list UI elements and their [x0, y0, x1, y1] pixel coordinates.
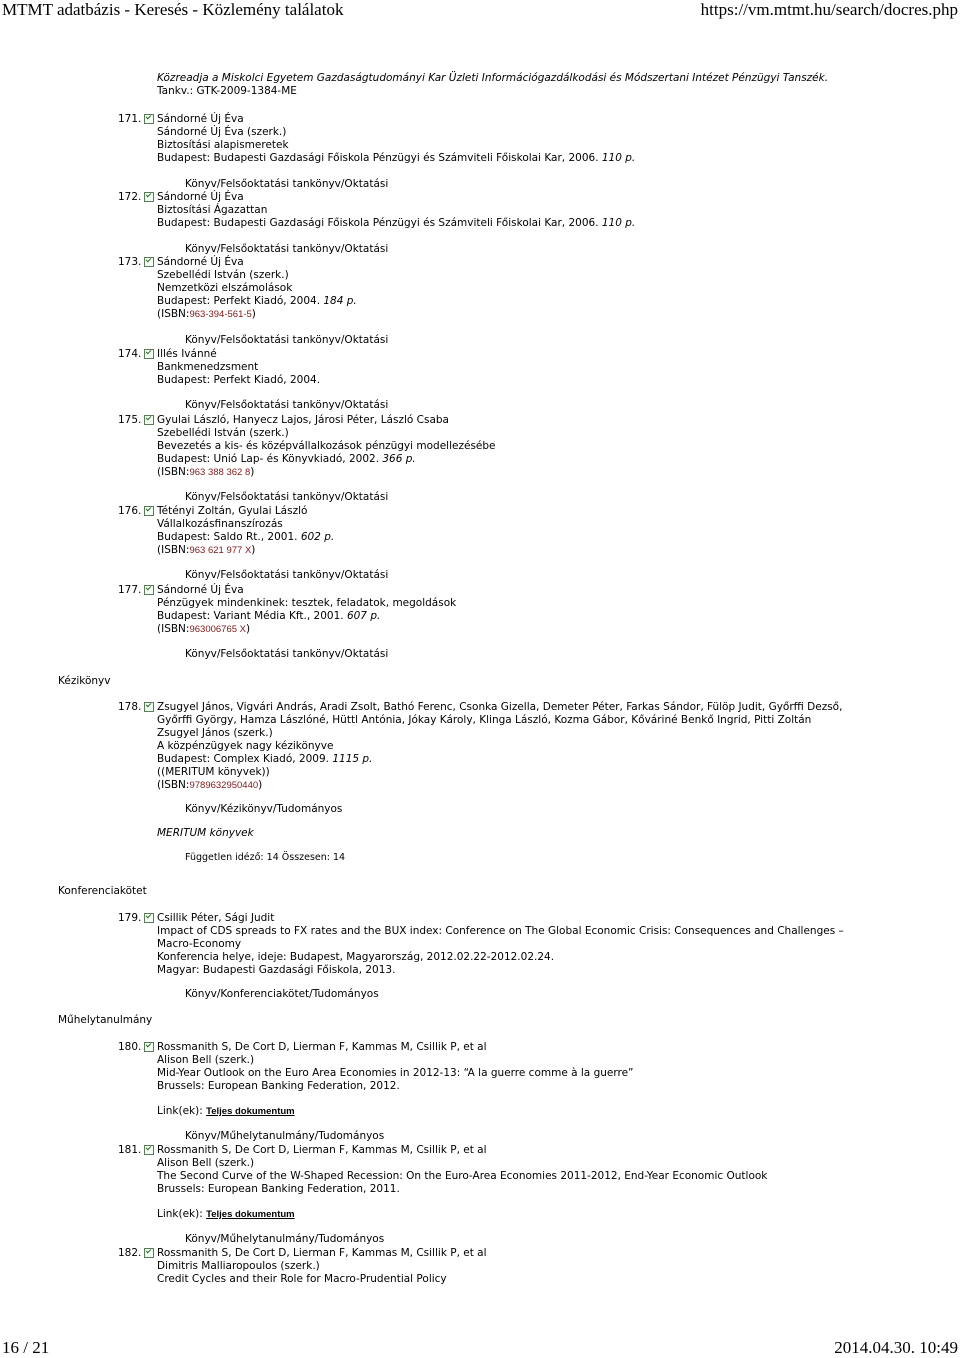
record-category: Könyv/Felsőoktatási tankönyv/Oktatási [185, 178, 389, 190]
print-datetime: 2014.04.30. 10:49 [834, 1338, 958, 1357]
record-number: 173. [118, 256, 142, 268]
record-number: 171. [118, 113, 142, 125]
record-authors: Tétényi Zoltán, Gyulai László [157, 505, 308, 517]
record-editor: Alison Bell (szerk.) [157, 1054, 255, 1066]
record-editor: Dimitris Malliaropoulos (szerk.) [157, 1260, 320, 1272]
record-title: Bevezetés a kis- és középvállalkozások pénzügyi modellezésébe [157, 440, 496, 452]
record-editor: Szebellédi István (szerk.) [157, 427, 289, 439]
record-publisher: Budapest: Perfekt Kiadó, 2004. [157, 374, 321, 386]
record-title: Impact of CDS spreads to FX rates and the BUX index: Conference on The Global Economic Crisis: Consequences and Challenges – [157, 925, 844, 937]
record-pages: 607 p. [346, 610, 381, 622]
record-publisher [157, 531, 334, 544]
record-authors: Gyulai László, Hanyecz Lajos, Járosi Péter, László Csaba [157, 414, 449, 426]
record-title: Nemzetközi elszámolások [157, 282, 293, 294]
checkbox-checked-icon[interactable] [144, 257, 154, 267]
page-counter: 16 / 21 [2, 1338, 50, 1357]
record-isbn [157, 623, 250, 636]
isbn-label: (ISBN: [157, 779, 190, 791]
checkbox-checked-icon[interactable] [144, 913, 154, 923]
isbn-label: (ISBN: [157, 466, 190, 478]
print-header [0, 0, 960, 24]
page-title: MTMT adatbázis - Keresés - Közlemény találatok [2, 0, 344, 19]
record-publisher: Magyar: Budapesti Gazdasági Főiskola, 2013. [157, 964, 396, 976]
record-link [157, 1208, 295, 1221]
isbn-label: (ISBN: [157, 544, 190, 556]
checkbox-checked-icon[interactable] [144, 114, 154, 124]
record-title: The Second Curve of the W-Shaped Recession: On the Euro-Area Economies 2011-2012, End-Year Economic Outlook [157, 1170, 768, 1182]
record-number: 180. [118, 1041, 142, 1053]
record-number: 175. [118, 414, 142, 426]
record-title: Mid-Year Outlook on the Euro Area Economies in 2012-13: “A la guerre comme à la guerre” [157, 1067, 634, 1079]
record-editor: Zsugyel János (szerk.) [157, 727, 273, 739]
isbn-value: 963006765 X [189, 624, 246, 635]
record-isbn [157, 466, 254, 479]
checkbox-checked-icon[interactable] [144, 506, 154, 516]
isbn-close: ) [258, 779, 263, 791]
record-title: A közpénzügyek nagy kézikönyve [157, 740, 334, 752]
link-label: Link(ek): [157, 1208, 207, 1220]
isbn-close: ) [246, 623, 251, 635]
record-publisher [157, 152, 635, 165]
record-publisher: Brussels: European Banking Federation, 2011. [157, 1183, 400, 1195]
checkbox-checked-icon[interactable] [144, 192, 154, 202]
isbn-label: (ISBN: [157, 308, 190, 320]
record-number: 182. [118, 1247, 142, 1259]
isbn-value: 9789632950440 [189, 780, 259, 791]
record-pages: 1115 p. [332, 753, 373, 765]
record-number: 178. [118, 701, 142, 713]
record-publisher [157, 295, 357, 308]
full-document-link[interactable]: Teljes dokumentum [206, 1209, 295, 1220]
page-url: https://vm.mtmt.hu/search/docres.php [700, 0, 958, 19]
record-number: 177. [118, 584, 142, 596]
isbn-value: 963 621 977 X [189, 545, 252, 556]
record-editor: Alison Bell (szerk.) [157, 1157, 255, 1169]
record-pages: 184 p. [323, 295, 357, 307]
record-title-cont: Macro-Economy [157, 938, 242, 950]
record-number: 174. [118, 348, 142, 360]
intro-line-1: Közreadja a Miskolci Egyetem Gazdaságtudományi Kar Üzleti Információgazdálkodási és Módszertani Intézet Pénzügyi Tanszék. [157, 72, 829, 84]
record-authors: Rossmanith S, De Cort D, Lierman F, Kammas M, Csillik P, et al [157, 1247, 487, 1259]
isbn-label: (ISBN: [157, 623, 190, 635]
record-category: Könyv/Felsőoktatási tankönyv/Oktatási [185, 334, 389, 346]
checkbox-checked-icon[interactable] [144, 1145, 154, 1155]
record-authors: Sándorné Új Éva [157, 113, 244, 125]
record-pages: 366 p. [382, 453, 416, 465]
record-pages: 110 p. [601, 217, 636, 229]
record-publisher [157, 453, 416, 466]
record-title: Pénzügyek mindenkinek: tesztek, feladatok, megoldások [157, 597, 457, 609]
record-editor: Sándorné Új Éva (szerk.) [157, 126, 287, 138]
checkbox-checked-icon[interactable] [144, 585, 154, 595]
record-authors: Rossmanith S, De Cort D, Lierman F, Kammas M, Csillik P, et al [157, 1041, 487, 1053]
record-category: Könyv/Felsőoktatási tankönyv/Oktatási [185, 648, 389, 660]
record-editor: Szebellédi István (szerk.) [157, 269, 289, 281]
record-number: 181. [118, 1144, 142, 1156]
isbn-value: 963 388 362 8 [189, 467, 251, 478]
record-link [157, 1105, 295, 1118]
record-number: 176. [118, 505, 142, 517]
record-isbn [157, 544, 255, 557]
record-authors: Sándorné Új Éva [157, 584, 244, 596]
record-category: Könyv/Felsőoktatási tankönyv/Oktatási [185, 243, 389, 255]
record-conference: Konferencia helye, ideje: Budapest, Magyarország, 2012.02.22-2012.02.24. [157, 951, 555, 963]
checkbox-checked-icon[interactable] [144, 415, 154, 425]
section-heading-muhelytanulmany: Műhelytanulmány [58, 1014, 153, 1026]
isbn-value: 963-394-561-5 [189, 309, 252, 320]
record-publisher [157, 610, 380, 623]
link-label: Link(ek): [157, 1105, 207, 1117]
record-series: ((MERITUM könyvek)) [157, 766, 270, 778]
publisher-text: Budapest: Complex Kiadó, 2009. [157, 753, 333, 765]
publisher-text: Budapest: Perfekt Kiadó, 2004. [157, 295, 324, 307]
print-footer [0, 1338, 960, 1358]
record-title: Bankmenedzsment [157, 361, 259, 373]
record-title: Credit Cycles and their Role for Macro-Prudential Policy [157, 1273, 447, 1285]
record-number: 172. [118, 191, 142, 203]
intro-line-2: Tankv.: GTK-2009-1384-ME [157, 85, 297, 97]
record-authors: Sándorné Új Éva [157, 191, 244, 203]
record-title: Biztosítási alapismeretek [157, 139, 289, 151]
checkbox-checked-icon[interactable] [144, 1042, 154, 1052]
publisher-text: Budapest: Unió Lap- és Könyvkiadó, 2002. [157, 453, 383, 465]
section-heading-kezikonyv: Kézikönyv [58, 675, 111, 687]
series-name: MERITUM könyvek [157, 827, 254, 839]
isbn-close: ) [251, 308, 256, 320]
checkbox-checked-icon[interactable] [144, 1248, 154, 1258]
record-authors: Sándorné Új Éva [157, 256, 244, 268]
record-authors-cont: Győrffi György, Hamza Lászlóné, Hüttl Antónia, Jókay Károly, Klinga László, Kozma Gábor, Kőváriné Benkő Ingrid, Pitti Zoltán [157, 714, 812, 726]
record-authors: Illés Ivánné [157, 348, 217, 360]
record-publisher [157, 217, 635, 230]
checkbox-checked-icon[interactable] [144, 349, 154, 359]
full-document-link[interactable]: Teljes dokumentum [206, 1106, 295, 1117]
isbn-close: ) [251, 544, 256, 556]
record-pages: 110 p. [601, 152, 636, 164]
record-category: Könyv/Felsőoktatási tankönyv/Oktatási [185, 491, 389, 503]
record-title: Vállalkozásfinanszírozás [157, 518, 283, 530]
record-authors: Csillik Péter, Sági Judit [157, 912, 275, 924]
record-category: Könyv/Konferenciakötet/Tudományos [185, 988, 379, 1000]
publisher-text: Budapest: Variant Média Kft., 2001. [157, 610, 347, 622]
record-authors: Rossmanith S, De Cort D, Lierman F, Kammas M, Csillik P, et al [157, 1144, 487, 1156]
record-pages: 602 p. [300, 531, 335, 543]
record-isbn [157, 308, 256, 321]
record-category: Könyv/Felsőoktatási tankönyv/Oktatási [185, 399, 389, 411]
record-title: Biztosítási Ágazattan [157, 204, 268, 216]
publisher-text: Budapest: Budapesti Gazdasági Főiskola Pénzügyi és Számviteli Főiskolai Kar, 2006. [157, 217, 602, 229]
isbn-close: ) [250, 466, 255, 478]
record-category: Könyv/Felsőoktatási tankönyv/Oktatási [185, 569, 389, 581]
record-isbn [157, 779, 262, 792]
record-publisher: Brussels: European Banking Federation, 2012. [157, 1080, 400, 1092]
record-number: 179. [118, 912, 142, 924]
record-publisher [157, 753, 372, 766]
publisher-text: Budapest: Budapesti Gazdasági Főiskola Pénzügyi és Számviteli Főiskolai Kar, 2006. [157, 152, 602, 164]
citation-counts: Független idéző: 14 Összesen: 14 [185, 852, 346, 863]
checkbox-checked-icon[interactable] [144, 702, 154, 712]
section-heading-konferenciakotet: Konferenciakötet [58, 885, 147, 897]
record-category: Könyv/Műhelytanulmány/Tudományos [185, 1233, 385, 1245]
record-authors: Zsugyel János, Vigvári András, Aradi Zsolt, Bathó Ferenc, Csonka Gizella, Demeter Péter, Farkas Sándor, Fülöp Judit, Győrffi Dezső, [157, 701, 843, 713]
record-category: Könyv/Műhelytanulmány/Tudományos [185, 1130, 385, 1142]
record-category: Könyv/Kézikönyv/Tudományos [185, 803, 343, 815]
publisher-text: Budapest: Saldo Rt., 2001. [157, 531, 301, 543]
